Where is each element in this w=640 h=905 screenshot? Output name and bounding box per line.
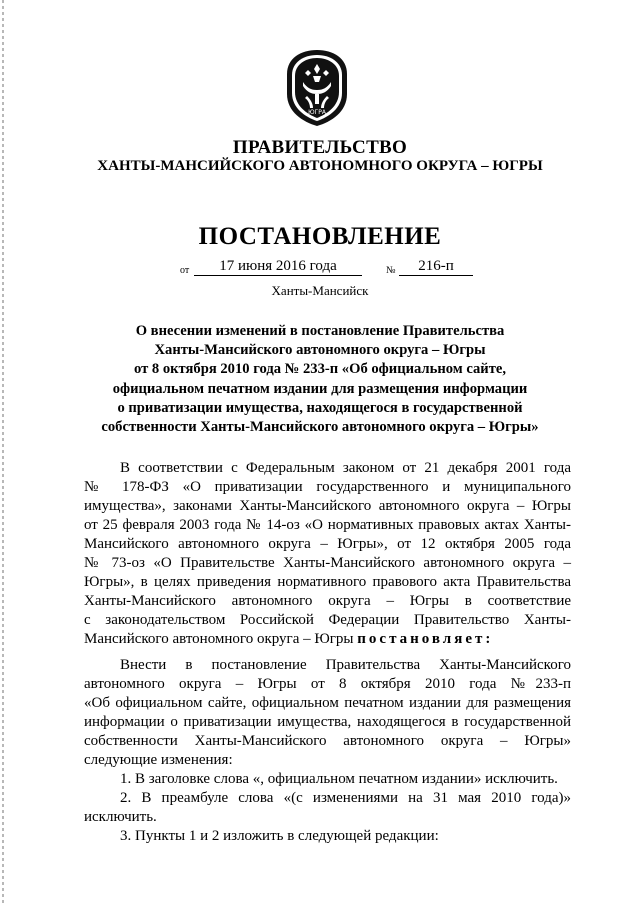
text-line: Югры», в целях приведения нормативного правового акта Правительства — [84, 574, 571, 590]
text-line: с законодательством Российской Федерации Правительство Ханты- — [84, 612, 571, 628]
date-prefix: от — [180, 265, 190, 276]
list-item-1: 1. В заголовке слова «, официальном печатном издании» исключить. — [120, 771, 558, 787]
preamble-paragraph — [84, 459, 571, 649]
coat-of-arms-icon — [281, 48, 353, 128]
text-line: следующие изменения: — [84, 752, 233, 768]
title-line: собственности Ханты-Мансийского автономного округа – Югры» — [101, 419, 539, 436]
text-line: информации о приватизации имущества, находящегося в государственной — [84, 714, 571, 730]
scan-edge — [2, 0, 4, 905]
document-date: 17 июня 2016 года — [194, 258, 362, 276]
list-item-3: 3. Пункты 1 и 2 изложить в следующей редакции: — [120, 828, 439, 844]
org-name-line1: ПРАВИТЕЛЬСТВО — [232, 137, 408, 158]
list-item-2: 2. В преамбуле слова «(с изменениями на 31 мая 2010 года)» — [120, 790, 571, 806]
text-line: от 25 февраля 2003 года № 14-оз «О нормативных правовых актах Ханты- — [84, 517, 571, 533]
document-number: 216-п — [399, 258, 473, 276]
title-line: официальном печатном издании для размещения информации — [112, 380, 528, 397]
resolution-word: постановляет: — [357, 631, 494, 647]
text-line: «Об официальном сайте, официальном печатном издании для размещения — [84, 695, 571, 711]
text-line: Мансийского автономного округа – Югры», от 12 октября 2005 года — [84, 536, 571, 552]
text-line: Ханты-Мансийского автономного округа – Югры в соответствие — [84, 593, 571, 609]
title-line: о приватизации имущества, находящегося в государственной — [117, 399, 523, 416]
text-line: имущества», законами Ханты-Мансийского автономного округа – Югры — [84, 498, 571, 514]
text-line-last — [84, 630, 571, 649]
text-line: № 73-оз «О Правительстве Ханты-Мансийского автономного округа – — [84, 555, 571, 571]
title-line: Ханты-Мансийского автономного округа – Югры — [154, 342, 486, 359]
text-line: собственности Ханты-Мансийского автономного округа – Югры» — [84, 733, 571, 749]
text-line: исключить. — [84, 809, 157, 825]
svg-text:ЮГРА: ЮГРА — [308, 109, 326, 116]
text-fragment: Мансийского автономного округа – Югры — [84, 631, 358, 647]
text-line: № 178-ФЗ «О приватизации государственного и муниципального — [84, 479, 571, 495]
document-title — [90, 322, 550, 437]
text-line: Внести в постановление Правительства Ханты-Мансийского — [120, 657, 571, 673]
text-line: автономного округа – Югры от 8 октября 2010 года №233-п — [84, 676, 571, 692]
city: Ханты-Мансийск — [271, 283, 369, 298]
org-name-line2: ХАНТЫ-МАНСИЙСКОГО АВТОНОМНОГО ОКРУГА – ЮГРЫ — [97, 158, 543, 174]
operative-paragraph — [84, 656, 571, 846]
title-line: от 8 октября 2010 года № 233-п «Об официальном сайте, — [133, 361, 507, 378]
title-line: О внесении изменений в постановление Правительства — [135, 323, 505, 339]
document-type: ПОСТАНОВЛЕНИЕ — [198, 223, 442, 250]
number-prefix: № — [386, 265, 396, 276]
text-line: В соответствии с Федеральным законом от 21 декабря 2001 года — [120, 460, 571, 476]
